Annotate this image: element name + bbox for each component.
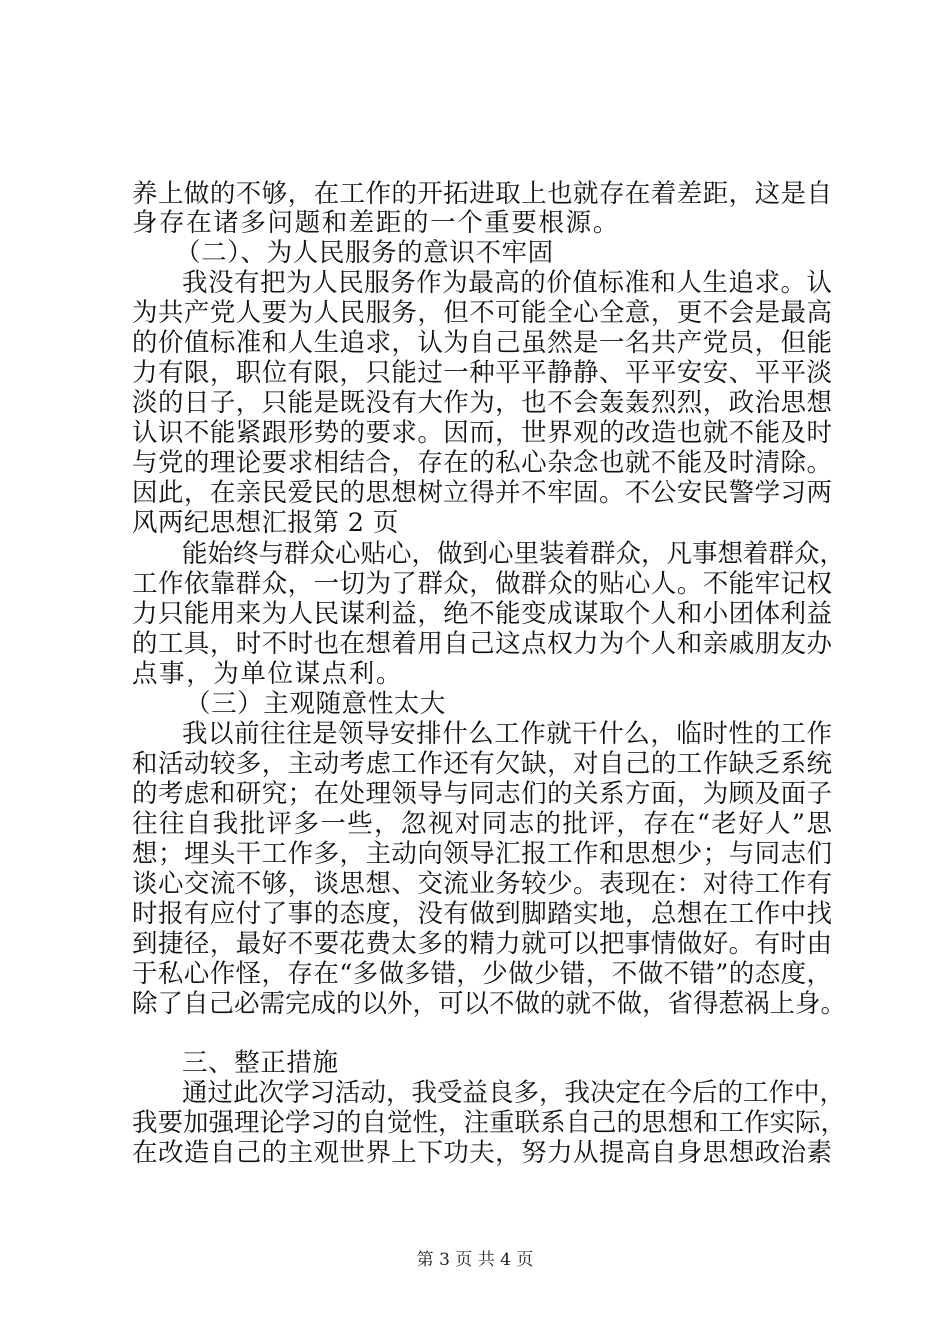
text-line: 身存在诸多问题和差距的一个重要根源。 — [132, 208, 620, 238]
text-line: 养上做的不够，在工作的开拓进取上也就存在着差距，这是自 — [132, 179, 832, 209]
text-line: 力只能用来为人民谋利益，绝不能变成谋取个人和小团体利益 — [132, 599, 832, 629]
text-line: 因此，在亲民爱民的思想树立得并不牢固。不公安民警学习两 — [132, 478, 832, 508]
text-line: 时报有应付了事的态度，没有做到脚踏实地，总想在工作中找 — [132, 899, 832, 929]
text-line: 力有限，职位有限，只能过一种平平静静、平平安安、平平淡 — [132, 358, 832, 388]
text-line: 与党的理论要求相结合，存在的私心杂念也就不能及时清除。 — [132, 448, 832, 478]
text-line: 淡的日子，只能是既没有大作为，也不会轰轰烈烈，政治思想 — [132, 388, 832, 418]
text-line: 和活动较多，主动考虑工作还有欠缺，对自己的工作缺乏系统 — [132, 749, 832, 779]
text-line: 到捷径，最好不要花费太多的精力就可以把事情做好。有时由 — [132, 929, 832, 959]
paragraph-first-line: 我以前往往是领导安排什么工作就干什么，临时性的工作 — [182, 719, 832, 749]
text-line: 的考虑和研究；在处理领导与同志们的关系方面，为顾及面子 — [132, 779, 832, 809]
section-heading: 三、整正措施 — [182, 1048, 339, 1078]
text-line: 于私心作怪，存在“多做多错，少做少错，不做不错”的态度， — [132, 959, 832, 989]
text-line: 想；埋头干工作多，主动向领导汇报工作和思想少；与同志们 — [132, 839, 832, 869]
page-number-footer: 第 3 页 共 4 页 — [416, 1250, 534, 1270]
text-line: 风两纪思想汇报第 2 页 — [132, 508, 399, 538]
text-line: 往往自我批评多一些，忽视对同志的批评，存在“老好人”思 — [132, 809, 832, 839]
text-line: 的价值标准和人生追求，认为自己虽然是一名共产党员，但能 — [132, 328, 832, 358]
paragraph-first-line: 通过此次学习活动，我受益良多，我决定在今后的工作中， — [182, 1078, 846, 1108]
paragraph-first-line: 我没有把为人民服务作为最高的价值标准和人生追求。认 — [182, 268, 832, 298]
text-line: 认识不能紧跟形势的要求。因而，世界观的改造也就不能及时 — [132, 418, 832, 448]
section-heading: （三）主观随意性太大 — [185, 689, 447, 719]
text-line: 工作依靠群众，一切为了群众，做群众的贴心人。不能牢记权 — [132, 569, 832, 599]
text-line: 的工具，时不时也在想着用自己这点权力为个人和亲戚朋友办 — [132, 629, 832, 659]
text-line: 我要加强理论学习的自觉性，注重联系自己的思想和工作实际， — [132, 1108, 847, 1138]
text-line: 为共产党人要为人民服务，但不可能全心全意，更不会是最高 — [132, 298, 832, 328]
section-heading: （二）、为人民服务的意识不牢固 — [175, 238, 554, 268]
paragraph-first-line: 能始终与群众心贴心，做到心里装着群众，凡事想着群众， — [182, 539, 846, 569]
text-line: 点事，为单位谋点利。 — [132, 659, 404, 689]
text-line: 谈心交流不够，谈思想、交流业务较少。表现在：对待工作有 — [132, 869, 832, 899]
text-line: 除了自己必需完成的以外，可以不做的就不做，省得惹祸上身。 — [132, 989, 847, 1019]
text-line: 在改造自己的主观世界上下功夫，努力从提高自身思想政治素 — [132, 1138, 832, 1168]
